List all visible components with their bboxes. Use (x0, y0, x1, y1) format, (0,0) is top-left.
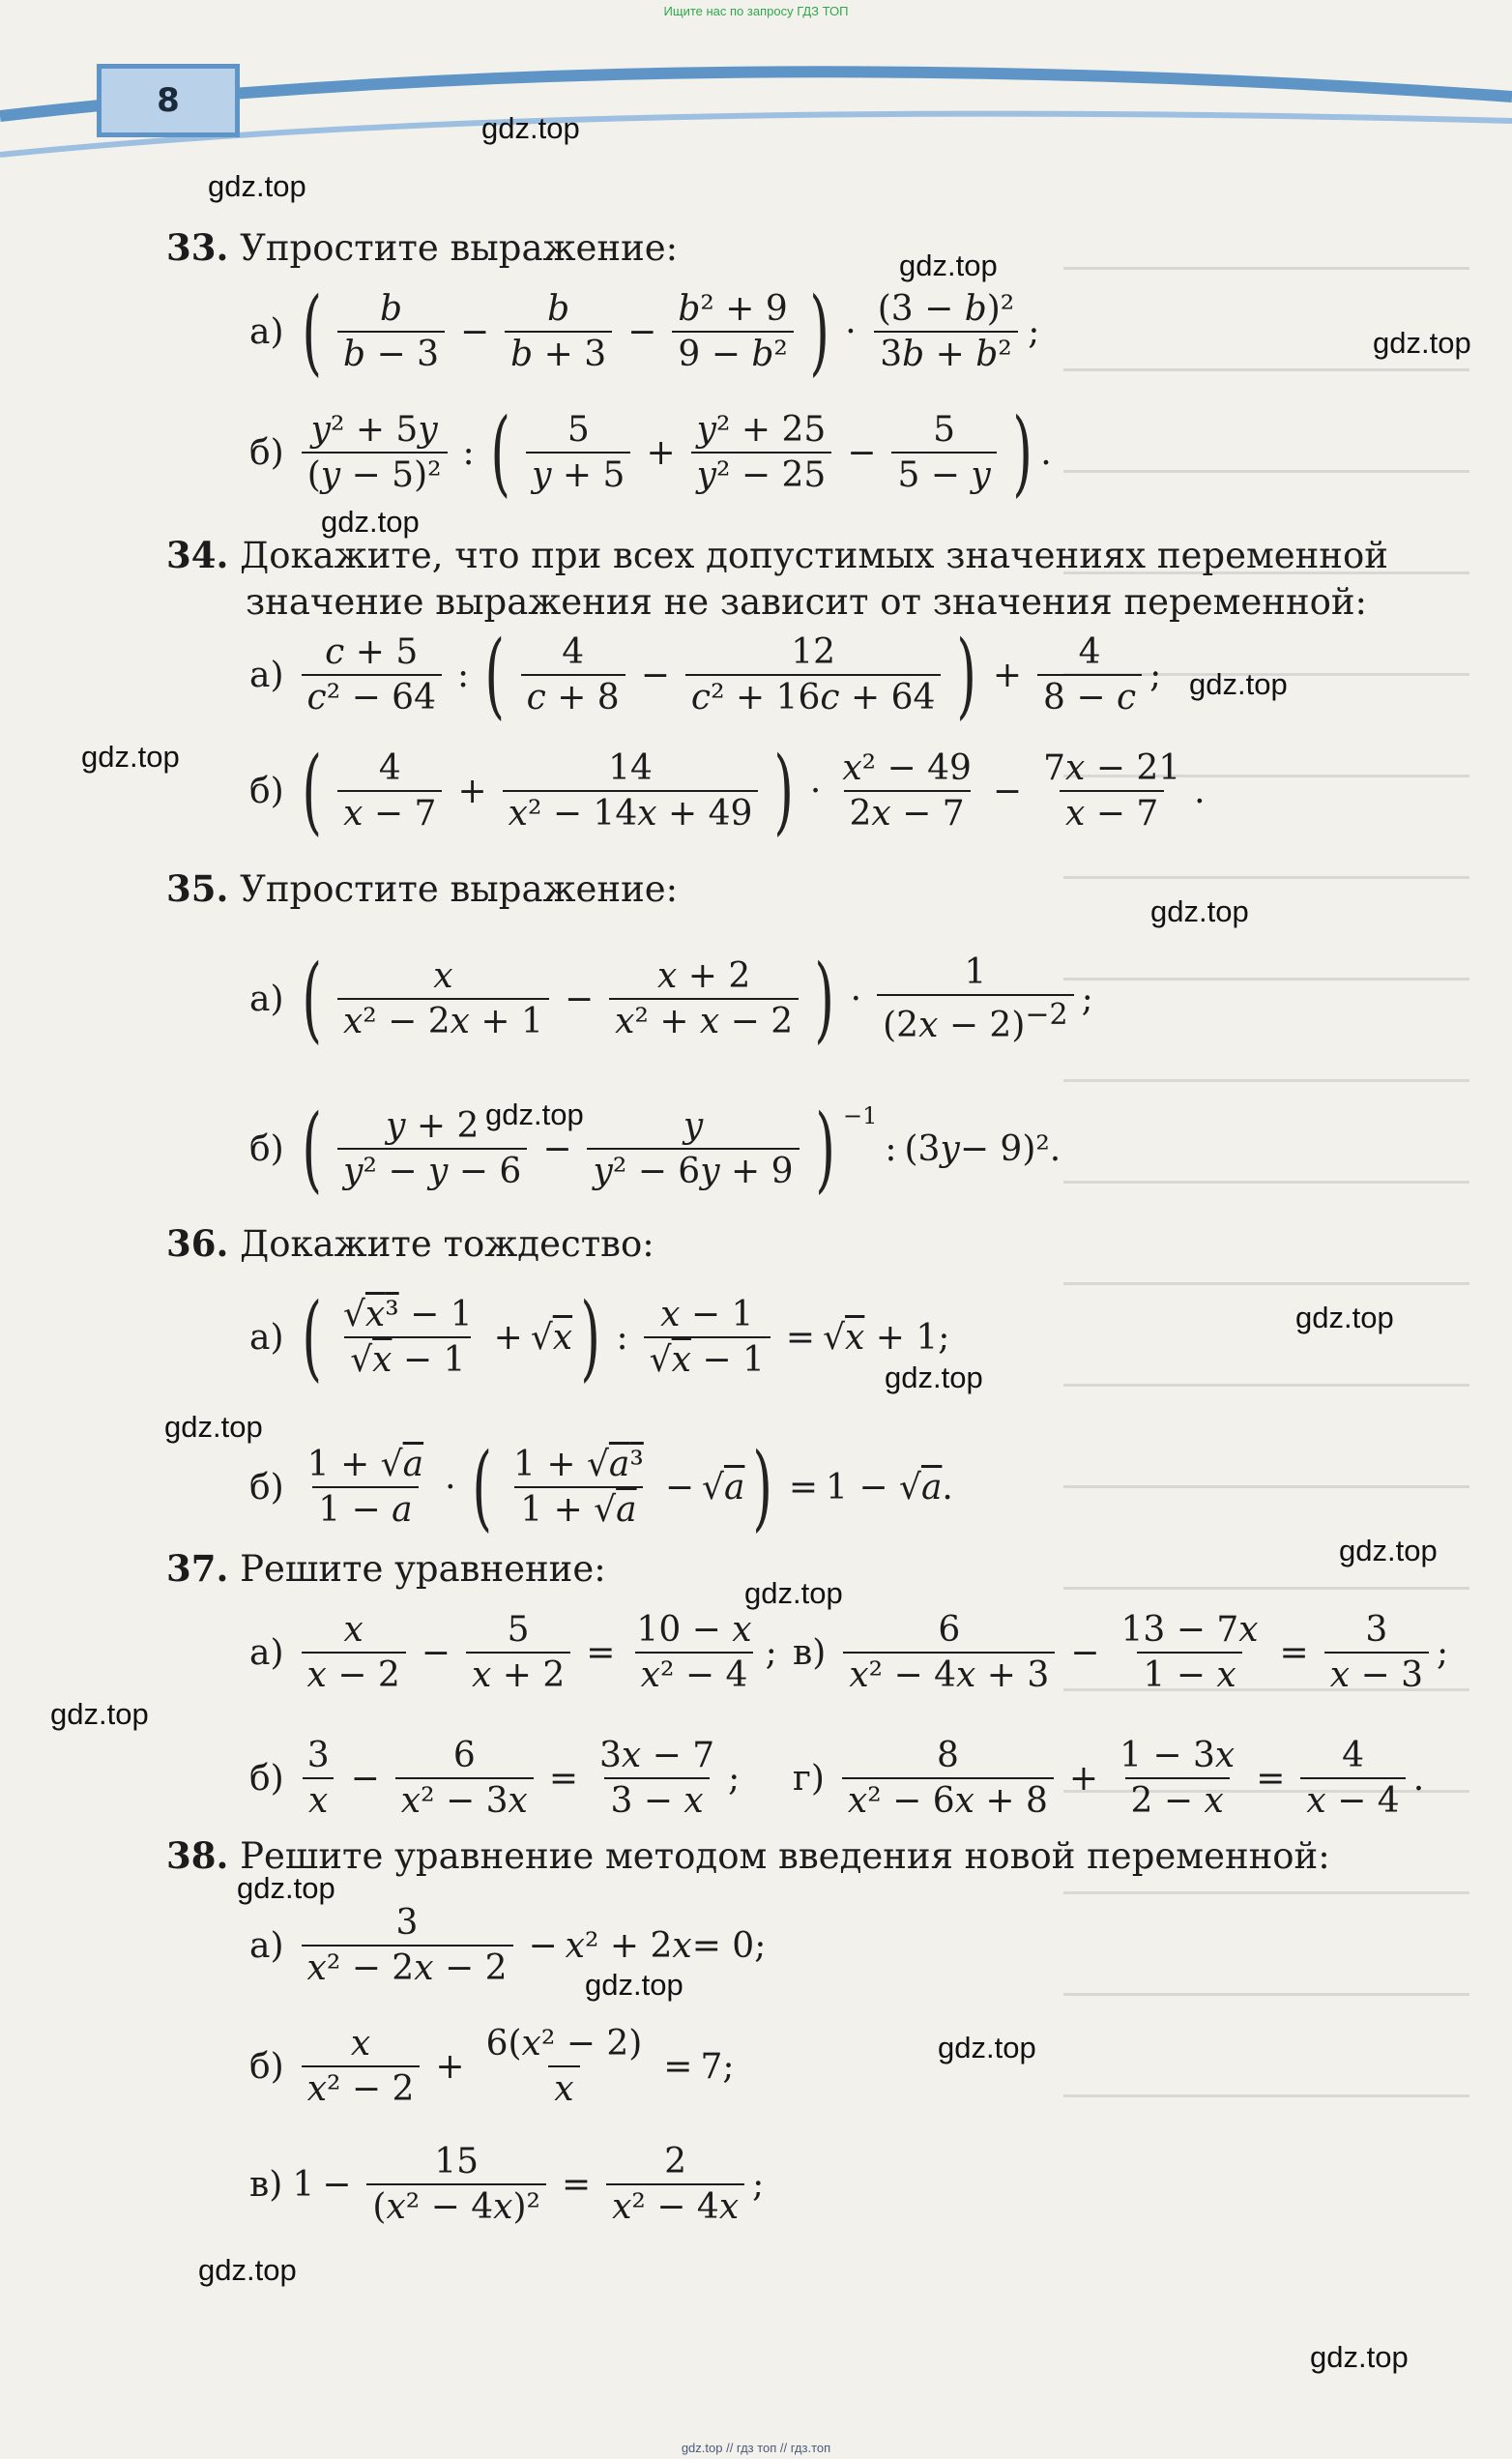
problem-number: 36. (166, 1222, 229, 1265)
label-a: а) (249, 1632, 284, 1673)
page-number: 8 (97, 64, 240, 137)
problem-number: 34. (166, 534, 229, 576)
label-b: б) (249, 2046, 284, 2087)
watermark: gdz.top (1310, 2340, 1409, 2374)
problem-38b: б) $\frac{x}{\text{x² − 2}}$ + $\frac{\text{6(x² − 2)}}{x}$ = 7; (249, 2024, 735, 2109)
watermark: gdz.top (1339, 1534, 1438, 1567)
problem-title: Докажите, что при всех допустимых значениях переменной (240, 535, 1388, 576)
label-a: а) (249, 311, 284, 352)
watermark: gdz.top (198, 2253, 297, 2287)
problem-35-heading (166, 865, 678, 913)
problem-35b: б) ( $\frac{y + 2}{\text{y² − y − 6}}$ − $\frac{y}{\text{y² − 6y + 9}}$ ) $^{-1}$ : (3 y − 9)². (249, 1095, 1061, 1203)
problem-36-heading (166, 1220, 654, 1268)
watermark: gdz.top (1150, 894, 1249, 928)
watermark: gdz.top (1295, 1301, 1394, 1334)
watermark: gdz.top (485, 1098, 584, 1131)
watermark: gdz.top (938, 2031, 1036, 2064)
watermark: gdz.top (1373, 326, 1471, 360)
bottom-note: gdz.top // гдз топ // гдз.топ (681, 2441, 831, 2455)
problem-33b: б) $\frac{\text{y² + 5y}}{\text{(y − 5)²}}$ : ( $\frac{5}{y + 5}$ + $\frac{\text{y² + 25}}{\text{y² − 25}}$ − $\frac{5}{5 - y}$ ) . (249, 398, 1052, 507)
watermark: gdz.top (164, 1410, 263, 1444)
problem-38v: в) 1 − $\frac{15}{\text{(x² − 4x)²}}$ = $\frac{2}{\text{x² − 4x}}$ ; (249, 2142, 765, 2227)
problem-title: Упростите выражение: (240, 227, 679, 269)
label-a: а) (249, 655, 284, 695)
problem-number: 37. (166, 1547, 229, 1590)
problem-35a: а) ( $\frac{x}{\text{x² − 2x + 1}}$ − $\frac{x + 2}{\text{x² + x − 2}}$ ) · $\frac{1}{(2x - 2)^{-2}}$ ; (249, 945, 1093, 1053)
problem-38a: а) $\frac{3}{\text{x² − 2x − 2}}$ − x ² + 2 x = 0; (249, 1903, 767, 1988)
problem-title: Упростите выражение: (240, 868, 679, 910)
problem-37v: в) $\frac{6}{\text{x² − 4x + 3}}$ − $\frac{13 - 7x}{1 - x}$ = $\frac{3}{x - 3}$ ; (793, 1610, 1449, 1695)
label-v: в) (793, 1632, 827, 1673)
problem-title: Решите уравнение: (240, 1548, 606, 1590)
problem-number: 33. (166, 226, 229, 269)
problem-title: Решите уравнение методом введения новой переменной: (240, 1835, 1330, 1877)
problem-37a: а) $\frac{x}{x - 2}$ − $\frac{5}{x + 2}$ = $\frac{10 - x}{\text{x² − 4}}$ ; (249, 1610, 777, 1695)
label-a: а) (249, 1925, 284, 1966)
label-v: в) (249, 2164, 283, 2205)
label-b: б) (249, 1128, 284, 1169)
problem-33-heading (166, 224, 678, 272)
problem-title: Докажите тождество: (240, 1223, 654, 1265)
watermark: gdz.top (321, 505, 420, 539)
problem-37g: г) $\frac{8}{\text{x² − 6x + 8}}$ + $\frac{1 - 3x}{2 - x}$ = $\frac{4}{x - 4}$ . (793, 1736, 1425, 1821)
watermark: gdz.top (585, 1968, 683, 2002)
watermark: gdz.top (81, 740, 180, 774)
watermark: gdz.top (50, 1697, 149, 1731)
label-b: б) (249, 1467, 284, 1508)
problem-34-heading (166, 532, 1388, 626)
problem-37b: б) $\frac{3}{x}$ − $\frac{6}{\text{x² − 3x}}$ = $\frac{3x - 7}{3 - x}$ ; (249, 1736, 741, 1821)
watermark: gdz.top (744, 1576, 843, 1610)
label-a: а) (249, 979, 284, 1019)
watermark: gdz.top (1189, 667, 1288, 701)
problem-38-heading (166, 1832, 1330, 1880)
watermark: gdz.top (208, 169, 306, 203)
watermark: gdz.top (237, 1871, 335, 1905)
watermark: gdz.top (481, 111, 580, 145)
label-b: б) (249, 1758, 284, 1799)
label-b: б) (249, 432, 284, 473)
label-a: а) (249, 1317, 284, 1358)
problem-36a: а) ( $\frac{\text{√x³ − 1}}{√x - 1}$ + √ x ) : $\frac{x - 1}{√x - 1}$ = √ x + 1; (249, 1283, 950, 1391)
watermark: gdz.top (885, 1361, 983, 1394)
top-note: Ищите нас по запросу ГДЗ ТОП (663, 4, 849, 18)
problem-34b: б) ( $\frac{4}{x - 7}$ + $\frac{14}{\text{x² − 14x + 49}}$ ) · $\frac{\text{x² − 49}}{2x - 7}$ − $\frac{7x - 21}{x - 7}$ . (249, 737, 1206, 845)
label-b: б) (249, 771, 284, 811)
label-g: г) (793, 1758, 825, 1799)
problem-37-heading (166, 1545, 606, 1593)
problem-number: 38. (166, 1834, 229, 1877)
problem-title-line2: значение выражения не зависит от значения переменной: (246, 581, 1368, 623)
watermark: gdz.top (899, 249, 998, 282)
problem-34a: а) $\frac{c + 5}{\text{c² − 64}}$ : ( $\frac{4}{c + 8}$ − $\frac{12}{\text{c² + 16c + 64}}$ ) + $\frac{4}{8 - c}$ ; (249, 621, 1162, 729)
problem-36b: б) $\frac{1 + √a}{1 - a}$ · ( $\frac{\text{1 + √a³}}{1 + √a}$ − √ a ) = 1 − √ a . (249, 1433, 953, 1541)
problem-33a: а) ( $\frac{b}{b - 3}$ − $\frac{b}{b + 3}$ − $\frac{\text{b² + 9}}{\text{9 − b²}}$ ) · $\frac{\text{(3 − b)²}}{\text{3b + b²}}$ ; (249, 278, 1040, 386)
problem-number: 35. (166, 867, 229, 910)
